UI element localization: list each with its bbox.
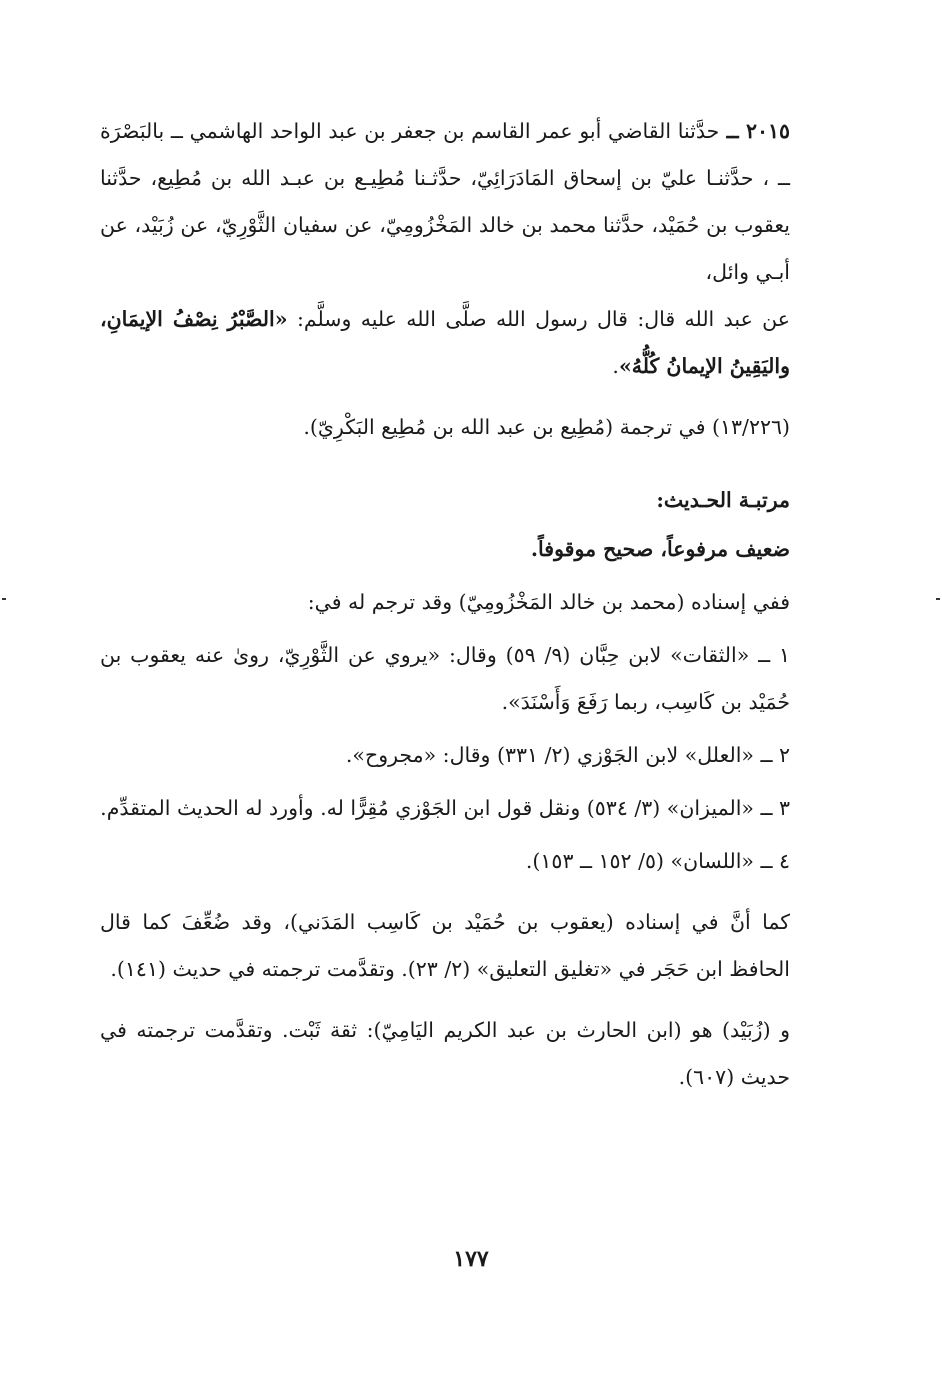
list-item: ٤ ــ «اللسان» (٥/ ١٥٢ ــ ١٥٣). bbox=[525, 849, 790, 873]
grading-verdict: ضعيف مرفوعاً، صحيح موقوفاً. bbox=[530, 537, 790, 561]
grading-heading: مرتبـة الحـديث: bbox=[656, 488, 790, 512]
hadith-dash: ــ bbox=[719, 119, 746, 143]
page-body bbox=[100, 108, 845, 1101]
page-number: ١٧٧ bbox=[453, 1246, 489, 1272]
margin-mark-right bbox=[936, 598, 940, 600]
list-item: ١ ــ «الثقات» لابن حِبَّان (٩/ ٥٩) وقال: «يروي عن الثَّوْرِيّ، روىٰ عنه يعقوب بن حُمَيْد بن كَاسِب، ربما رَفَعَ وَأَسْنَدَ». bbox=[100, 643, 790, 714]
list-item: ٣ ــ «الميزان» (٣/ ٥٣٤) ونقل قول ابن الجَوْزي مُقِرًّا له. وأورد له الحديث المتقدِّم. bbox=[100, 796, 790, 820]
matn-end: . bbox=[612, 354, 619, 378]
isnad-text: حدَّثنا القاضي أبو عمر القاسم بن جعفر بن عبد الواحد الهاشمي ــ بالبَصْرَة ــ ، حدَّثنـا عليّ بن إسحاق المَادَرَائِيّ، حدَّثـنا مُطِيـع بن عبـد الله بن مُطِيع، حدَّثنا يعقوب بن حُمَيْد، حدَّثنا محمد بن خالد المَخْزُومِيّ، عن سفيان الثَّوْرِيّ، عن زُبَيْد، عن أبـي وائل، bbox=[100, 119, 790, 284]
hadith-matn bbox=[100, 296, 845, 390]
list-item: ٢ ــ «العلل» لابن الجَوْزي (٢/ ٣٣١) وقال: «مجروح». bbox=[345, 743, 790, 767]
matn-intro: عن عبد الله قال: قال رسول الله صلَّى الله عليه وسلَّم: bbox=[287, 307, 791, 331]
margin-mark-left bbox=[2, 598, 6, 600]
paragraph-zubayd: و (زُبَيْد) هو (ابن الحارث بن عبد الكريم اليَامِيّ): ثقة ثَبْت. وتقدَّمت ترجمته في حديث (٦٠٧). bbox=[100, 1018, 790, 1089]
grading-intro: ففي إسناده (محمد بن خالد المَخْزُومِيّ) وقد ترجم له في: bbox=[307, 590, 790, 614]
matn-quote: «الصَّبْرُ نِصْفُ الإيمَانِ، واليَقِينُ الإيمانُ كُلُّهُ» bbox=[100, 307, 790, 378]
paragraph-yaqub: كما أنَّ في إسناده (يعقوب بن حُمَيْد بن كَاسِب المَدَني)، وقد ضُعِّفَ كما قال الحافظ ابن حَجَر في «تغليق التعليق» (٢/ ٢٣). وتقدَّمت ترجمته في حديث (١٤١). bbox=[100, 910, 790, 981]
hadith-number: ٢٠١٥ bbox=[745, 119, 790, 143]
hadith-isnad bbox=[100, 108, 845, 296]
hadith-reference: (١٣/٢٢٦) في ترجمة (مُطِيع بن عبد الله بن مُطِيع البَكْرِيّ). bbox=[303, 415, 790, 439]
